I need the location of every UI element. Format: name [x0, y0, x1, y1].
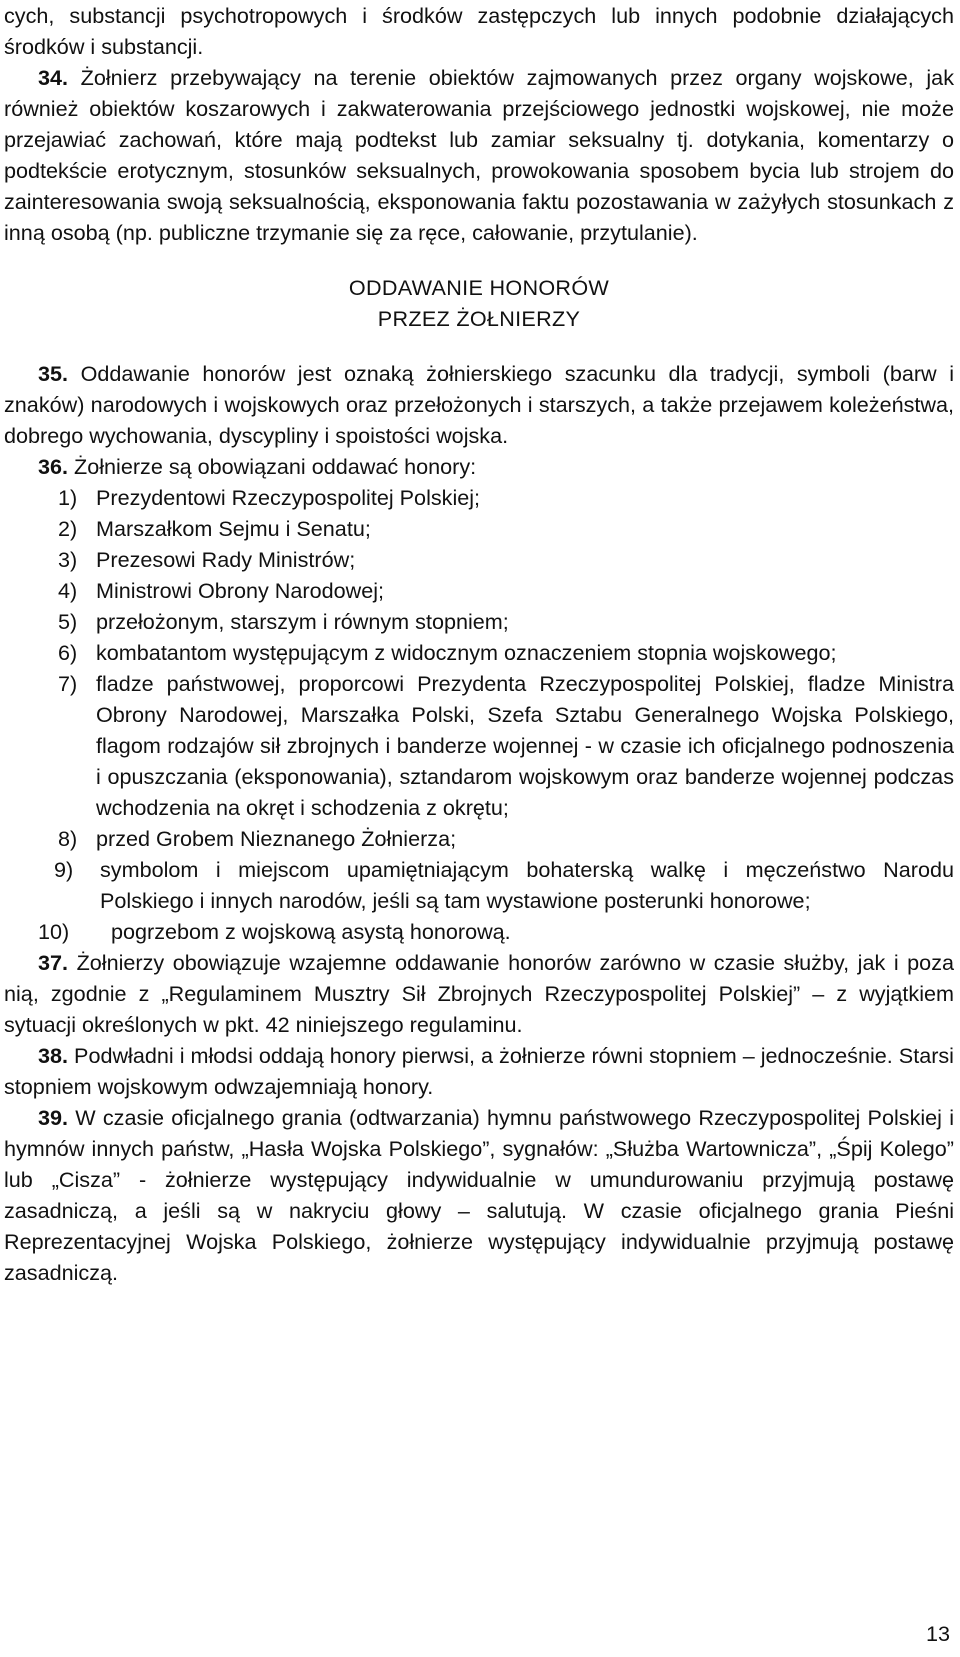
list-item-text: Prezydentowi Rzeczypospolitej Polskiej; — [96, 485, 481, 510]
list-item — [4, 482, 954, 513]
list-item-text: Ministrowi Obrony Narodowej; — [96, 578, 385, 603]
section-heading — [4, 272, 954, 334]
list-item — [4, 823, 954, 854]
list-item — [4, 854, 954, 916]
paragraph-text: Żołnierzy obowiązuje wzajemne oddawanie honorów zarówno w czasie służby, jak i poza nią, zgodnie z „Regulaminem Musztry Sił Zbrojnych Rzeczypospolitej Polskiej” – z wyjątkiem sytuacji określonych w pkt. 42 niniejszego regulaminu. — [4, 950, 954, 1037]
section-heading-line-1: ODDAWANIE HONORÓW — [348, 275, 610, 300]
list-item — [4, 668, 954, 823]
list-item-text: Marszałkom Sejmu i Senatu; — [96, 516, 371, 541]
list-item — [4, 513, 954, 544]
paragraph-number: 35. — [38, 361, 69, 386]
list-item-number: 1) — [58, 485, 78, 510]
paragraph-text: W czasie oficjalnego grania (odtwarzania) hymnu państwowego Rzeczypospolitej Polskiej i hymnów innych państw, „Hasła Wojska Polskiego”, sygnałów: „Służba Wartownicza”, „Śpij Kolego” lub „Cisza” - żołnierze występujący indywidualnie w umundurowaniu przyjmują postawę zasadniczą, a jeśli są w nakryciu głowy – salutują. W czasie oficjalnego grania Pieśni Reprezentacyjnej Wojska Polskiego, żołnierze występujący indywidualnie przyjmują postawę zasadniczą. — [4, 1105, 954, 1285]
section-heading-line-2: PRZEZ ŻOŁNIERZY — [377, 306, 581, 331]
paragraph-number: 38. — [38, 1043, 69, 1068]
list-item-text: fladze państwowej, proporcowi Prezydenta Rzeczypospolitej Polskiej, fladze Ministra Obrony Narodowej, Marszałka Polski, Szefa Sztabu Generalnego Wojska Polskiego, flagom rodzajów sił zbrojnych i banderze wojennej - w czasie ich oficjalnego podnoszenia i opuszczania (eksponowania), sztandarom wojskowym oraz banderze wojennej podczas wchodzenia na okręt i schodzenia z okrętu; — [96, 671, 954, 820]
list-item — [4, 606, 954, 637]
page-number: 13 — [925, 1621, 950, 1646]
paragraph-number: 37. — [38, 950, 69, 975]
paragraph-text: Podwładni i młodsi oddają honory pierwsi, a żołnierze równi stopniem – jednocześnie. Starsi stopniem wojskowym odwzajemniają honory. — [4, 1043, 954, 1099]
paragraph-34 — [4, 62, 954, 248]
paragraph-35 — [4, 358, 954, 451]
list-item-number: 4) — [58, 578, 78, 603]
intro-paragraph: cych, substancji psychotropowych i środków zastępczych lub innych podobnie działających środków i substancji. — [4, 3, 954, 59]
honors-list — [4, 482, 954, 947]
list-item — [4, 637, 954, 668]
paragraph-number: 39. — [38, 1105, 69, 1130]
list-item-number: 10) — [38, 919, 70, 944]
list-item-number: 8) — [58, 826, 78, 851]
paragraph-number: 34. — [38, 65, 69, 90]
list-item-text: kombatantom występującym z widocznym oznaczeniem stopnia wojskowego; — [96, 640, 837, 665]
list-item — [4, 575, 954, 606]
paragraph-number: 36. — [38, 454, 69, 479]
paragraph-39 — [4, 1102, 954, 1288]
list-item-text: pogrzebom z wojskową asystą honorową. — [111, 919, 511, 944]
list-item-text: przed Grobem Nieznanego Żołnierza; — [96, 826, 457, 851]
list-item-number: 9) — [54, 857, 74, 882]
paragraph-37 — [4, 947, 954, 1040]
list-item — [4, 544, 954, 575]
list-item-number: 2) — [58, 516, 78, 541]
list-item-number: 7) — [58, 671, 78, 696]
list-item-number: 5) — [58, 609, 78, 634]
list-item-text: przełożonym, starszym i równym stopniem; — [96, 609, 509, 634]
document-page — [4, 0, 954, 1288]
paragraph-36 — [4, 451, 954, 482]
paragraph-text: Żołnierze są obowiązani oddawać honory: — [68, 454, 477, 479]
paragraph-text: Żołnierz przebywający na terenie obiektów zajmowanych przez organy wojskowe, jak również obiektów koszarowych i zakwaterowania przejściowego jednostki wojskowej, nie może przejawiać zachowań, które mają podtekst lub zamiar seksualny tj. dotykania, komentarzy o podtekście erotycznym, stosunków seksualnych, prowokowania sposobem bycia lub strojem do zainteresowania swoją seksualnością, eksponowania faktu pozostawania w zażyłych stosunkach z inną osobą (np. publiczne trzymanie się za ręce, całowanie, przytulanie). — [4, 65, 954, 245]
list-item-number: 3) — [58, 547, 78, 572]
list-item — [4, 916, 954, 947]
list-item-text: symbolom i miejscom upamiętniającym bohaterską walkę i męczeństwo Narodu Polskiego i innych narodów, jeśli są tam wystawione posterunki honorowe; — [100, 857, 954, 913]
paragraph-38 — [4, 1040, 954, 1102]
list-item-number: 6) — [58, 640, 78, 665]
paragraph-text: Oddawanie honorów jest oznaką żołnierskiego szacunku dla tradycji, symboli (barw i znaków) narodowych i wojskowych oraz przełożonych i starszych, a także przejawem koleżeństwa, dobrego wychowania, dyscypliny i spoistości wojska. — [4, 361, 954, 448]
list-item-text: Prezesowi Rady Ministrów; — [96, 547, 356, 572]
